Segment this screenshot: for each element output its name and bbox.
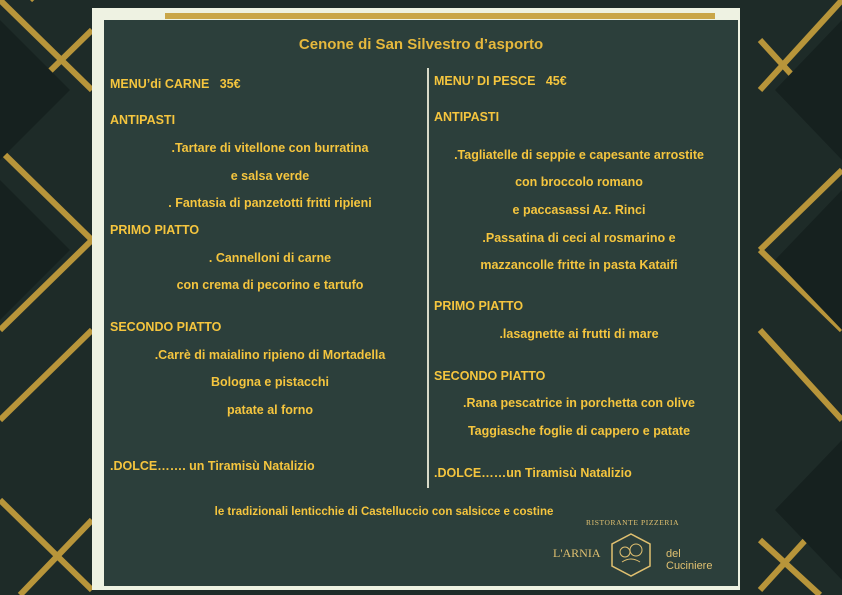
fish-primo-item-1: .lasagnette ai frutti di mare	[499, 327, 659, 341]
fish-secondo-label: SECONDO PIATTO	[434, 369, 546, 383]
fish-menu-heading-text: MENU’ DI PESCE	[434, 74, 536, 88]
fish-menu-column	[434, 76, 734, 486]
fish-menu-price: 45€	[545, 74, 567, 88]
meat-menu-heading	[110, 76, 241, 92]
meat-secondo-item-1a: .Carrè di maialino ripieno di Mortadella	[154, 348, 386, 362]
meat-dolce: .DOLCE……. un Tiramisù Natalizio	[110, 459, 315, 473]
fish-antipasti-item-1c: e paccasassi Az. Rinci	[512, 203, 646, 217]
meat-menu-heading-text: MENU’di CARNE	[110, 77, 210, 91]
fish-antipasti-label: ANTIPASTI	[434, 110, 500, 124]
meat-menu-column	[110, 76, 430, 486]
meat-antipasti-item-1b: e salsa verde	[230, 169, 310, 183]
logo-subtitle: RISTORANTE PIZZERIA	[586, 518, 680, 527]
fish-antipasti-item-2b: mazzancolle fritte in pasta Kataifi	[480, 258, 678, 272]
fish-secondo-item-1b: Taggiasche foglie di cappero e patate	[467, 424, 691, 438]
menu-title: Cenone di San Silvestro d’asporto	[298, 36, 544, 53]
meat-primo-label: PRIMO PIATTO	[110, 223, 200, 237]
meat-menu-price: 35€	[219, 77, 241, 91]
fish-dolce: .DOLCE……un Tiramisù Natalizio	[434, 466, 632, 480]
meat-secondo-item-1c: patate al forno	[226, 403, 314, 417]
meat-antipasti-item-1a: .Tartare di vitellone con burratina	[171, 141, 369, 155]
meat-antipasti-label: ANTIPASTI	[110, 113, 176, 127]
restaurant-logo	[550, 516, 730, 576]
fish-antipasti-item-1b: con broccolo romano	[515, 175, 643, 189]
fish-antipasti-item-2a: .Passatina di ceci al rosmarino e	[482, 231, 676, 245]
fish-secondo-item-1a: .Rana pescatrice in porchetta con olive	[462, 396, 696, 410]
fish-menu-heading	[434, 73, 567, 89]
meat-secondo-item-1b: Bologna e pistacchi	[210, 375, 330, 389]
meat-antipasti-item-2: . Fantasia di panzetotti fritti ripieni	[168, 196, 372, 210]
lentils-note: le tradizionali lenticchie di Castelluccio con salsicce e costine	[214, 506, 554, 518]
meat-primo-item-1a: . Cannelloni di carne	[208, 251, 332, 265]
fish-primo-label: PRIMO PIATTO	[434, 299, 524, 313]
meat-primo-item-1b: con crema di pecorino e tartufo	[176, 278, 364, 292]
fish-antipasti-item-1a: .Tagliatelle di seppie e capesante arrostite	[454, 148, 704, 162]
beehive-logo-icon	[608, 532, 654, 578]
meat-secondo-label: SECONDO PIATTO	[110, 320, 222, 334]
logo-name: L'ARNIA	[553, 546, 601, 560]
logo-tagline: del Cuciniere	[666, 548, 713, 572]
gold-accent-strip	[165, 13, 715, 19]
